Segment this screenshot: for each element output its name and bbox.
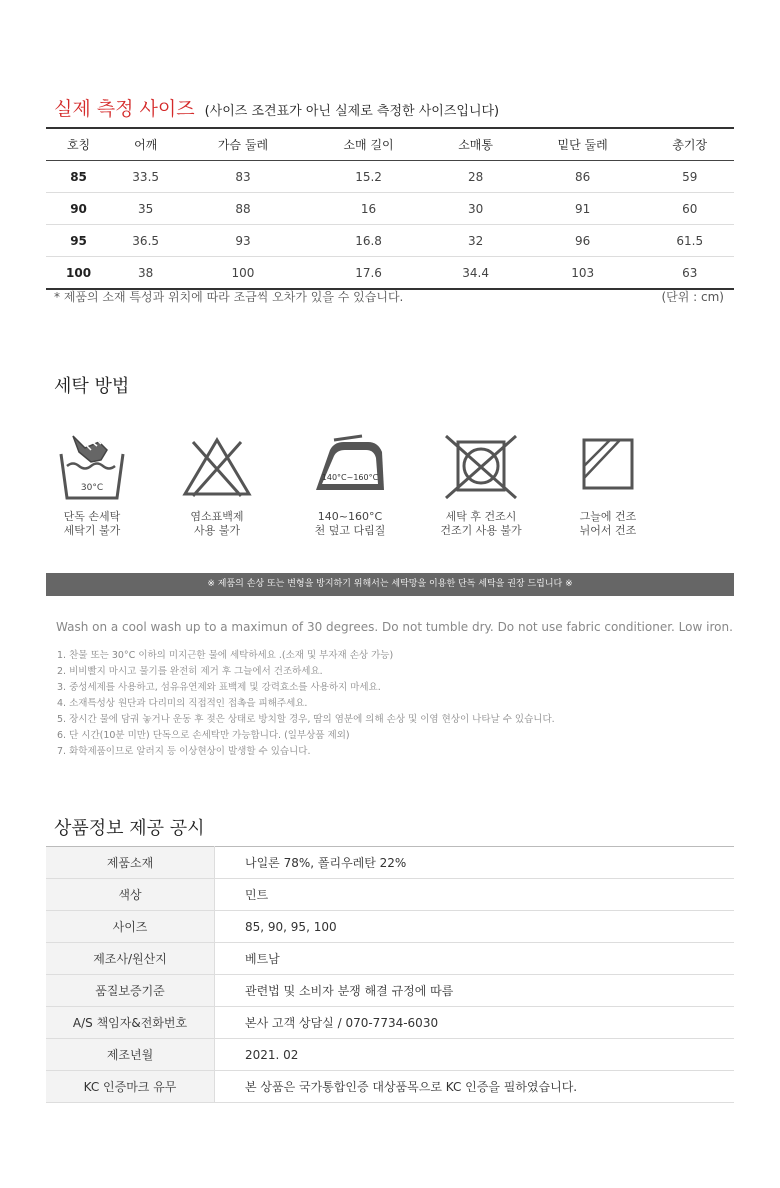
- wash-label: [553, 510, 663, 538]
- size-table-header: [46, 128, 734, 161]
- table-row: [46, 975, 734, 1007]
- wash-label: [162, 510, 272, 538]
- info-value: 민트: [215, 879, 735, 911]
- table-row: [46, 1007, 734, 1039]
- list-item: 7. 화학제품이므로 알러지 등 이상현상이 발생할 수 있습니다.: [57, 746, 311, 757]
- info-value: 나일론 78%, 폴리우레탄 22%: [215, 847, 735, 879]
- wash-label-line: 사용 불가: [193, 524, 240, 537]
- table-cell: 28: [431, 161, 520, 193]
- info-value: 2021. 02: [215, 1039, 735, 1071]
- table-row: [46, 225, 734, 257]
- list-item: 5. 장시간 물에 담궈 놓거나 운동 후 젖은 상태로 방치할 경우, 땀의 염분에 의해 손상 및 이염 현상이 나타날 수 있습니다.: [57, 714, 555, 725]
- table-row: [46, 1071, 734, 1103]
- no-tumble-dry-icon: [442, 432, 520, 502]
- table-row: [46, 911, 734, 943]
- size-title: 실제 측정 사이즈: [54, 98, 195, 120]
- info-key: 제조사/원산지: [46, 943, 215, 975]
- iron-icon: [312, 432, 388, 502]
- table-row: [46, 943, 734, 975]
- info-key: 제조년월: [46, 1039, 215, 1071]
- table-cell: 86: [520, 161, 646, 193]
- table-cell: 38: [111, 257, 180, 290]
- table-cell: 96: [520, 225, 646, 257]
- list-item: 1. 찬물 또는 30°C 이하의 미지근한 물에 세탁하세요 .(소재 및 부자재 손상 가능): [57, 650, 394, 661]
- table-cell: 59: [645, 161, 734, 193]
- wash-label-line: 건조기 사용 불가: [440, 524, 522, 537]
- table-cell: 61.5: [645, 225, 734, 257]
- table-cell: 60: [645, 193, 734, 225]
- wash-label: [426, 510, 536, 538]
- info-key: 색상: [46, 879, 215, 911]
- wash-notice-banner: ※ 제품의 손상 또는 변형을 방지하기 위해서는 세탁망을 이용한 단독 세탁을 권장 드립니다 ※: [46, 573, 734, 596]
- size-unit: (단위 : cm): [661, 290, 724, 304]
- wash-icon-item: [553, 432, 663, 538]
- info-key: 제품소재: [46, 847, 215, 879]
- info-value: 본사 고객 상담실 / 070-7734-6030: [215, 1007, 735, 1039]
- table-cell: 34.4: [431, 257, 520, 290]
- wash-temp: 30°C: [80, 483, 104, 493]
- list-item: 3. 중성세제를 사용하고, 섬유유연제와 표백제 및 강력효소를 사용하지 마세요.: [57, 682, 381, 693]
- wash-icon-item: [162, 432, 272, 538]
- table-cell: 63: [645, 257, 734, 290]
- table-cell: 83: [180, 161, 306, 193]
- size-note: * 제품의 소재 특성과 위치에 따라 조금씩 오차가 있을 수 있습니다.: [54, 290, 404, 304]
- iron-temp: 140°C~160°C: [321, 473, 379, 482]
- table-cell: 100: [46, 257, 111, 290]
- table-cell: 35: [111, 193, 180, 225]
- info-value: 관련법 및 소비자 분쟁 해결 규정에 따름: [215, 975, 735, 1007]
- table-cell: 16.8: [306, 225, 432, 257]
- list-item: 6. 단 시간(10분 미만) 단독으로 손세탁만 가능합니다. (일부상품 제외): [57, 730, 350, 741]
- header-cell: 가슴 둘레: [180, 128, 306, 161]
- info-key: KC 인증마크 유무: [46, 1071, 215, 1103]
- info-value: 본 상품은 국가통합인증 대상품목으로 KC 인증을 필하였습니다.: [215, 1071, 735, 1103]
- shade-dry-icon: [570, 432, 646, 502]
- table-cell: 90: [46, 193, 111, 225]
- product-info-table: [46, 846, 734, 1103]
- wash-section-title: 세탁 방법: [54, 376, 130, 397]
- table-cell: 85: [46, 161, 111, 193]
- table-cell: 95: [46, 225, 111, 257]
- table-cell: 16: [306, 193, 432, 225]
- wash-label-line: 뉘어서 건조: [579, 524, 637, 537]
- size-table: [46, 127, 734, 290]
- header-cell: 어깨: [111, 128, 180, 161]
- info-key: A/S 책임자&전화번호: [46, 1007, 215, 1039]
- header-cell: 호칭: [46, 128, 111, 161]
- wash-english-text: Wash on a cool wash up to a maximun of 30 degrees. Do not tumble dry. Do not use fabric conditioner. Low iron.: [56, 620, 733, 634]
- wash-label-line: 그늘에 건조: [579, 510, 637, 523]
- wash-icon-item: [37, 432, 147, 538]
- table-cell: 36.5: [111, 225, 180, 257]
- table-cell: 91: [520, 193, 646, 225]
- wash-label-line: 세탁 후 건조시: [445, 510, 517, 523]
- wash-label-line: 140~160°C: [317, 510, 383, 523]
- wash-label-line: 세탁기 불가: [63, 524, 121, 537]
- table-cell: 100: [180, 257, 306, 290]
- wash-icon-item: [295, 432, 405, 538]
- table-cell: 88: [180, 193, 306, 225]
- header-cell: 소매통: [431, 128, 520, 161]
- table-cell: 33.5: [111, 161, 180, 193]
- header-cell: 소매 길이: [306, 128, 432, 161]
- wash-label: [37, 510, 147, 538]
- wash-label-line: 천 덮고 다림질: [314, 524, 386, 537]
- no-bleach-icon: [179, 432, 255, 502]
- table-cell: 103: [520, 257, 646, 290]
- list-item: 2. 비비빨지 마시고 물기를 완전히 제거 후 그늘에서 건조하세요.: [57, 666, 323, 677]
- table-cell: 15.2: [306, 161, 432, 193]
- size-section-title: [54, 94, 499, 121]
- table-cell: 93: [180, 225, 306, 257]
- table-row: [46, 1039, 734, 1071]
- info-value: 베트남: [215, 943, 735, 975]
- wash-label-line: 단독 손세탁: [63, 510, 121, 523]
- table-row: [46, 847, 734, 879]
- table-row: [46, 161, 734, 193]
- wash-label-line: 염소표백제: [190, 510, 244, 523]
- wash-instructions-list: [57, 648, 555, 760]
- hand-wash-icon: [55, 432, 129, 502]
- header-cell: 총기장: [645, 128, 734, 161]
- table-cell: 17.6: [306, 257, 432, 290]
- info-key: 품질보증기준: [46, 975, 215, 1007]
- info-value: 85, 90, 95, 100: [215, 911, 735, 943]
- table-cell: 32: [431, 225, 520, 257]
- info-section-title: 상품정보 제공 공시: [54, 818, 205, 839]
- list-item: 4. 소재특성상 원단과 다리미의 직접적인 접촉을 피해주세요.: [57, 698, 308, 709]
- table-row: [46, 879, 734, 911]
- info-key: 사이즈: [46, 911, 215, 943]
- table-row: [46, 257, 734, 290]
- table-row: [46, 193, 734, 225]
- size-subtitle: (사이즈 조견표가 아닌 실제로 측정한 사이즈입니다): [204, 104, 500, 119]
- header-cell: 밑단 둘레: [520, 128, 646, 161]
- wash-icon-item: [426, 432, 536, 538]
- wash-label: [295, 510, 405, 538]
- table-cell: 30: [431, 193, 520, 225]
